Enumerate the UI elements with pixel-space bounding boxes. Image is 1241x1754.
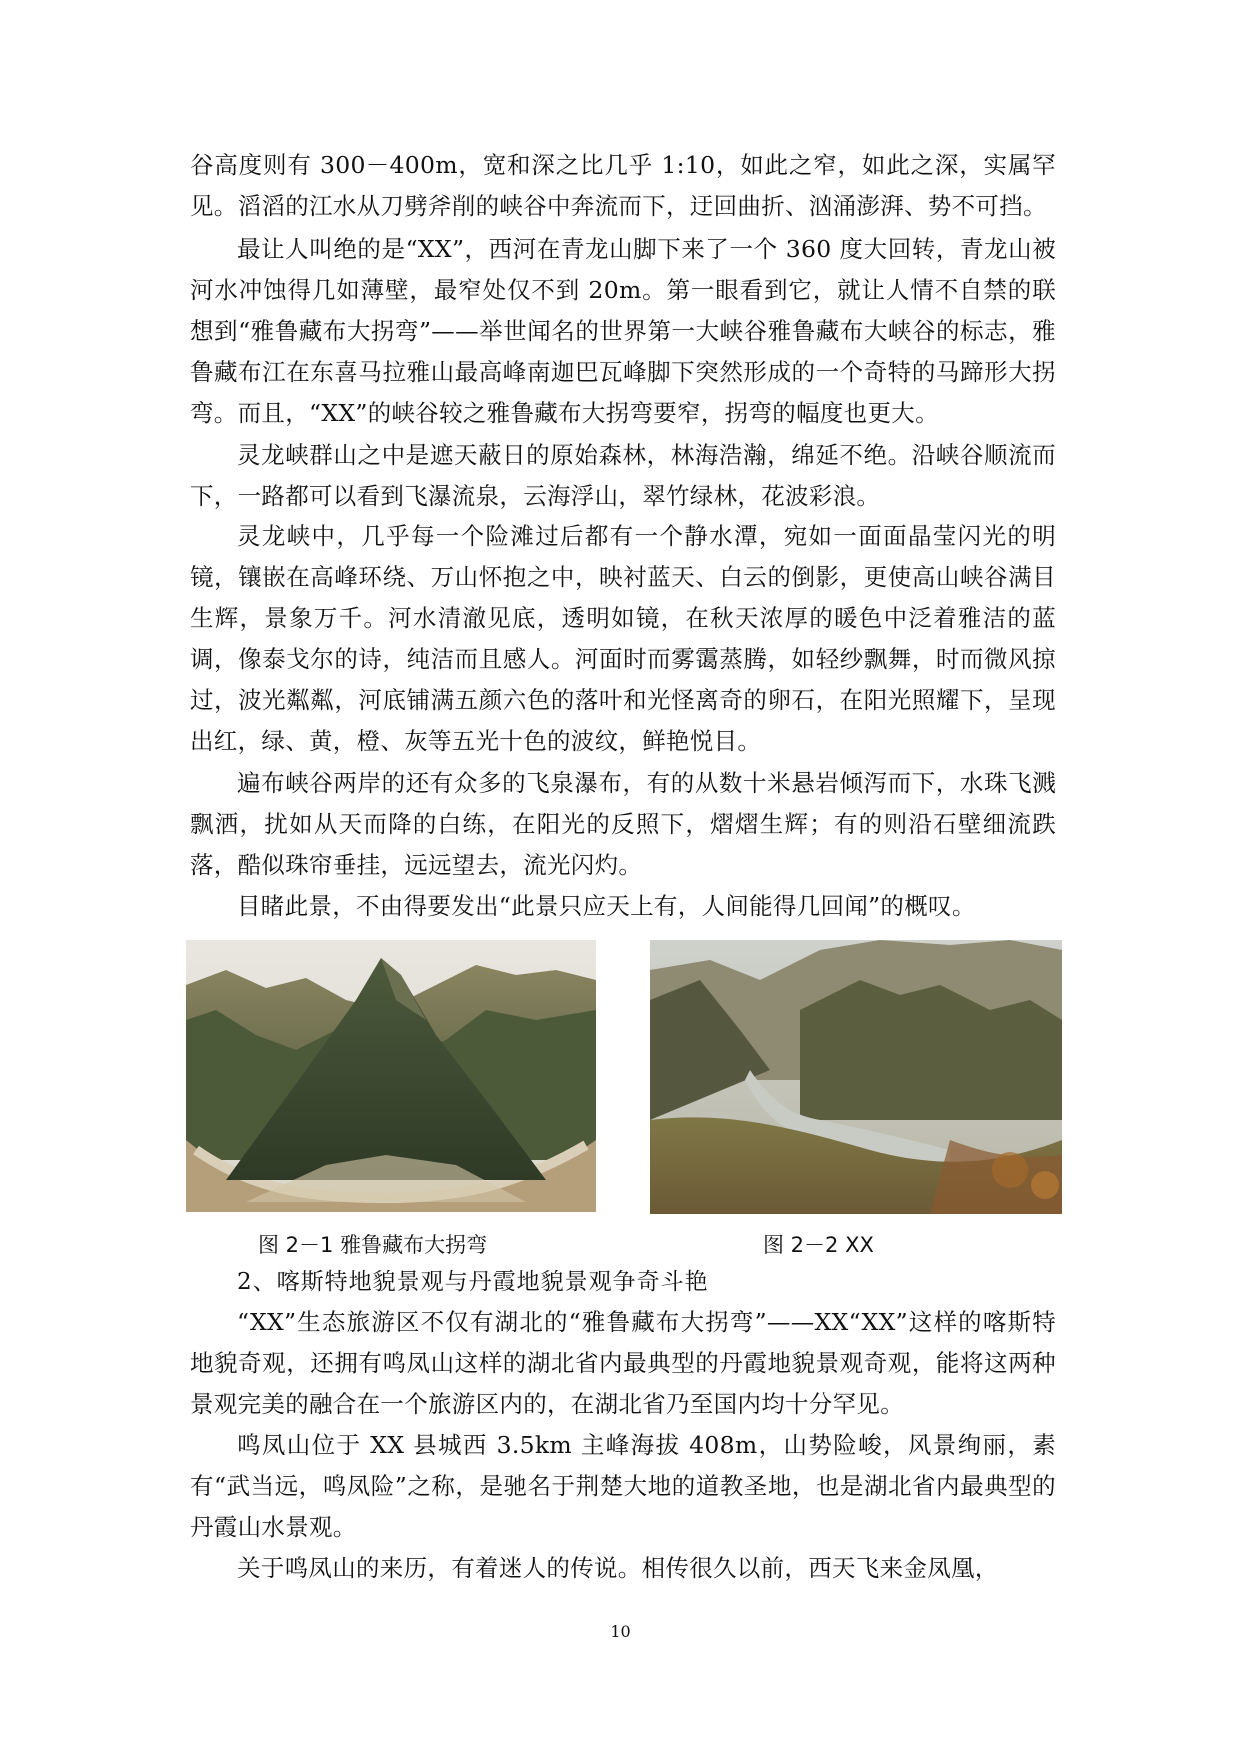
paragraph-9: 关于鸣凤山的来历，有着迷人的传说。相传很久以前，西天飞来金凤凰，: [237, 1554, 999, 1582]
section-heading: 2、喀斯特地貌景观与丹霞地貌景观争奇斗艳: [237, 1269, 709, 1295]
figure-2-caption: 图 2－2 XX: [763, 1233, 874, 1257]
paragraph-5: 遍布峡谷两岸的还有众多的飞泉瀑布，有的从数十米悬岩倾泻而下，水珠飞溅飘洒，扰如从天而降的白练，在阳光的反照下，熠熠生辉；有的则沿石壁细流跌落，酷似珠帘垂挂，远远望去，流光闪灼。: [190, 769, 1056, 879]
paragraph-3: 灵龙峡群山之中是遮天蔽日的原始森林，林海浩瀚，绵延不绝。沿峡谷顺流而下，一路都可以看到飞瀑流泉，云海浮山，翠竹绿林，花波彩浪。: [190, 441, 1056, 510]
paragraph-4: 灵龙峡中，几乎每一个险滩过后都有一个静水潭，宛如一面面晶莹闪光的明镜，镶嵌在高峰环绕、万山怀抱之中，映衬蓝天、白云的倒影，更使高山峡谷满目生辉，景象万千。河水清澈见底，透明如镜，在秋天浓厚的暖色中泛着雅洁的蓝调，像泰戈尔的诗，纯洁而且感人。河面时而雾霭蒸腾，如轻纱飘舞，时而微风掠过，波光粼粼，河底铺满五颜六色的落叶和光怪离奇的卵石，在阳光照耀下，呈现出红，绿、黄，橙、灰等五光十色的波纹，鲜艳悦目。: [190, 522, 1056, 755]
paragraph-1: 谷高度则有 300－400m，宽和深之比几乎 1:10，如此之窄，如此之深，实属罕见。滔滔的江水从刀劈斧削的峡谷中奔流而下，迂回曲折、汹涌澎湃、势不可挡。: [190, 151, 1056, 220]
figure-1-caption: 图 2－1 雅鲁藏布大拐弯: [258, 1233, 488, 1257]
figure-xx-valley-photo: [650, 940, 1062, 1214]
figure-yarlung-bend-photo: [186, 940, 596, 1212]
paragraph-8: 鸣凤山位于 XX 县城西 3.5km 主峰海拔 408m，山势险峻，风景绚丽，素有“武当远，鸣凤险”之称，是驰名于荆楚大地的道教圣地，也是湖北省内最典型的丹霞山水景观。: [190, 1431, 1056, 1541]
paragraph-6: 目睹此景，不由得要发出“此景只应天上有，人间能得几回闻”的概叹。: [237, 892, 976, 920]
paragraph-7: “XX”生态旅游区不仅有湖北的“雅鲁藏布大拐弯”——XX“XX”这样的喀斯特地貌奇观，还拥有鸣凤山这样的湖北省内最典型的丹霞地貌景观奇观，能将这两种景观完美的融合在一个旅游区内的，在湖北省乃至国内均十分罕见。: [190, 1308, 1056, 1418]
page-number: 10: [610, 1622, 631, 1641]
paragraph-2: 最让人叫绝的是“XX”，西河在青龙山脚下来了一个 360 度大回转，青龙山被河水冲蚀得几如薄壁，最窄处仅不到 20m。第一眼看到它，就让人情不自禁的联想到“雅鲁藏布大拐弯”——举世闻名的世界第一大峡谷雅鲁藏布大峡谷的标志，雅鲁藏布江在东喜马拉雅山最高峰南迦巴瓦峰脚下突然形成的一个奇特的马蹄形大拐弯。而且，“XX”的峡谷较之雅鲁藏布大拐弯要窄，拐弯的幅度也更大。: [190, 235, 1056, 427]
